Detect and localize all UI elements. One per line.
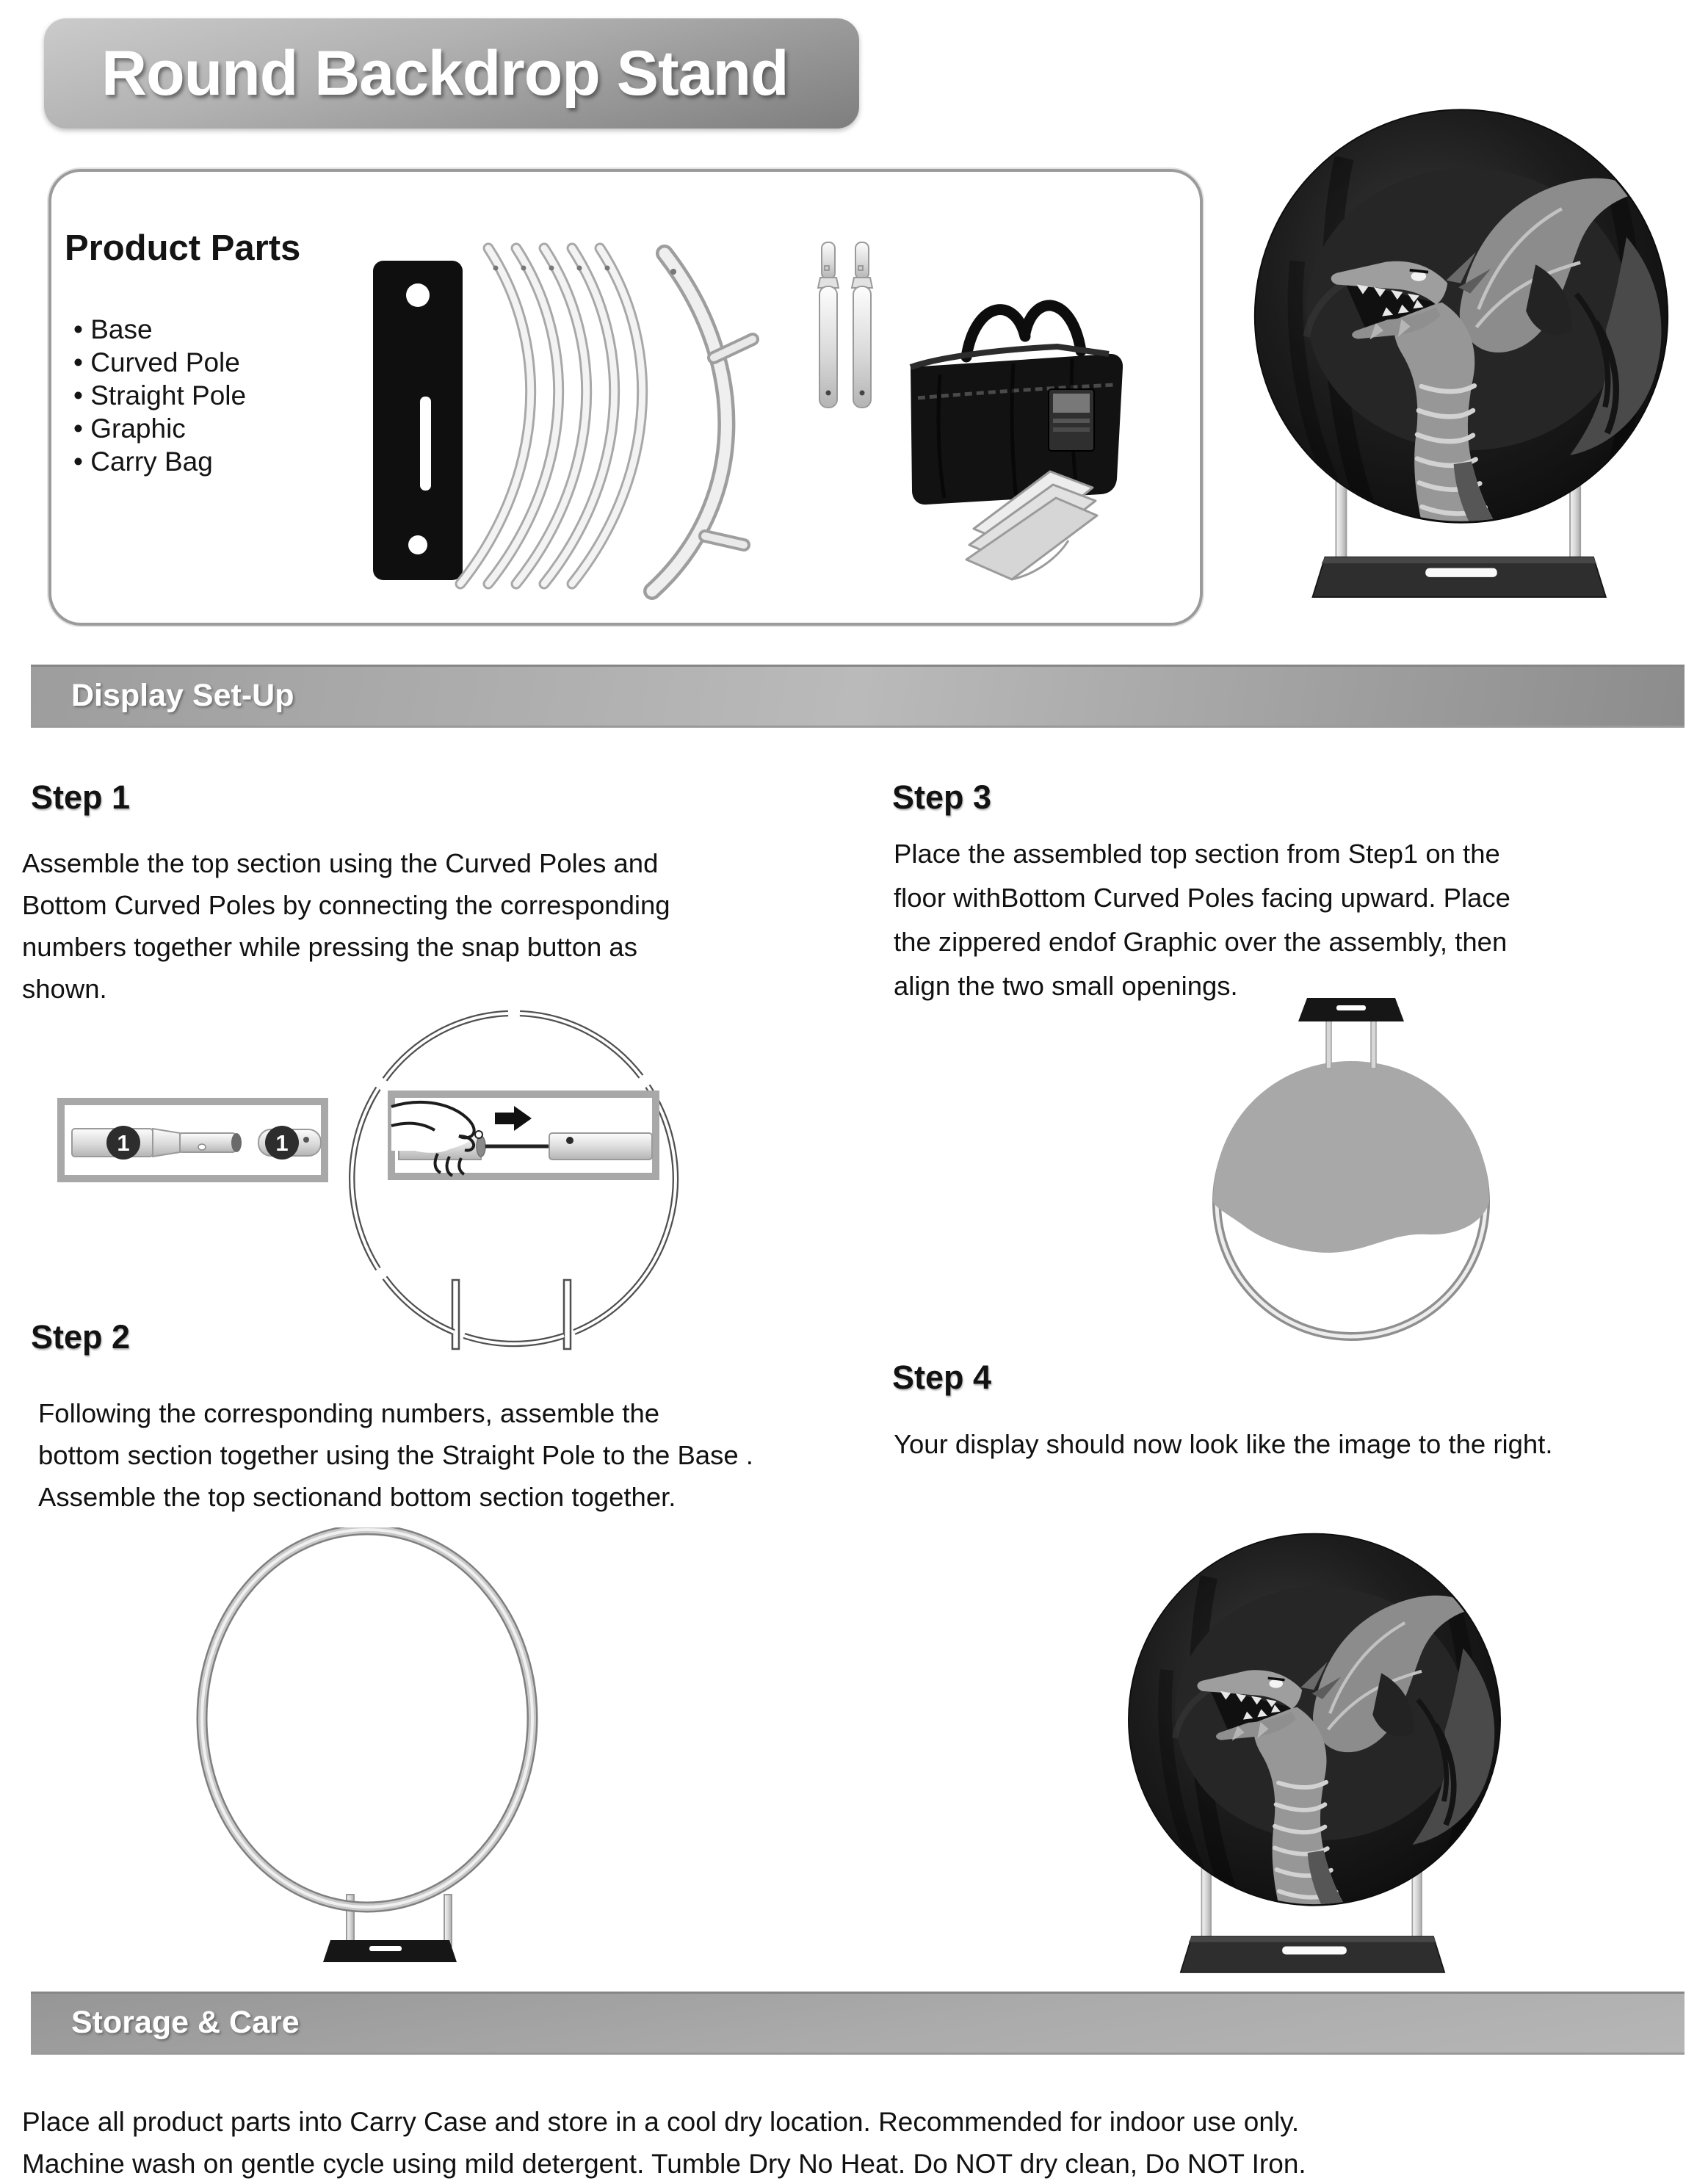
step2-illustration — [191, 1527, 543, 1968]
base-plate-graphic — [373, 261, 463, 580]
step1-illustration — [44, 1010, 866, 1362]
step4-heading: Step 4 — [892, 1359, 992, 1396]
parts-list-item-graphic: • Graphic — [73, 412, 246, 445]
snap-button-inset — [391, 1094, 656, 1176]
product-parts-illustration — [352, 213, 1175, 624]
storage-care-line2: Machine wash on gentle cycle using mild detergent. Tumble Dry No Heat. Do NOT dry clean, Do NOT Iron. — [22, 2149, 1306, 2179]
parts-list-item-carry-bag: • Carry Bag — [73, 445, 246, 478]
step3-heading: Step 3 — [892, 778, 992, 816]
step3-text: Place the assembled top section from Step1 on the floor withBottom Curved Poles facing upward. Place the zippered endof Graphic over the assembly, then align the two small openings. — [894, 839, 1510, 1001]
step4-text: Your display should now look like the image to the right. — [894, 1429, 1553, 1459]
product-parts-list — [73, 313, 246, 478]
step3-illustration — [1197, 988, 1505, 1366]
step2-heading: Step 2 — [31, 1318, 131, 1356]
assembled-display-photo — [1241, 103, 1682, 619]
ring-graphic — [202, 1530, 532, 1907]
step1-text: Assemble the top section using the Curved Poles and Bottom Curved Poles by connecting the corresponding numbers together while pressing the snap button as shown. — [22, 848, 670, 1004]
stand-legs-inverted — [1326, 1019, 1376, 1068]
straight-poles-graphic — [818, 242, 872, 408]
pole-number-badge-left: 1 — [117, 1130, 130, 1156]
step4-illustration — [1116, 1527, 1513, 1992]
page-title: Round Backdrop Stand — [101, 38, 789, 109]
title-banner — [44, 18, 859, 129]
storage-care-banner — [31, 1992, 1685, 2055]
step1-heading: Step 1 — [31, 778, 131, 816]
pole-number-badge-right: 1 — [275, 1130, 289, 1156]
parts-list-item-straight-pole: • Straight Pole — [73, 379, 246, 412]
carry-bag-graphic — [911, 305, 1123, 504]
storage-care-banner-label: Storage & Care — [71, 2005, 300, 2040]
display-setup-banner — [31, 665, 1685, 728]
ring-segments-graphic — [352, 1013, 676, 1349]
parts-list-item-curved-pole: • Curved Pole — [73, 346, 246, 379]
pole-numbers-inset — [61, 1102, 325, 1179]
storage-care-text — [22, 2101, 1306, 2181]
product-parts-heading: Product Parts — [65, 228, 301, 268]
stand-base — [323, 1940, 457, 1962]
display-setup-banner-label: Display Set-Up — [71, 678, 294, 713]
stand-base-inverted — [1298, 998, 1404, 1021]
graphic-fabric-cover — [1213, 1061, 1489, 1253]
curved-poles-graphic — [460, 248, 753, 591]
storage-care-line1: Place all product parts into Carry Case and store in a cool dry location. Recommended for indoor use only. — [22, 2107, 1300, 2137]
step2-text: Following the corresponding numbers, assemble the bottom section together using the Straight Pole to the Base . Assemble the top sectionand bottom section together. — [38, 1398, 753, 1512]
parts-list-item-base: • Base — [73, 313, 246, 346]
